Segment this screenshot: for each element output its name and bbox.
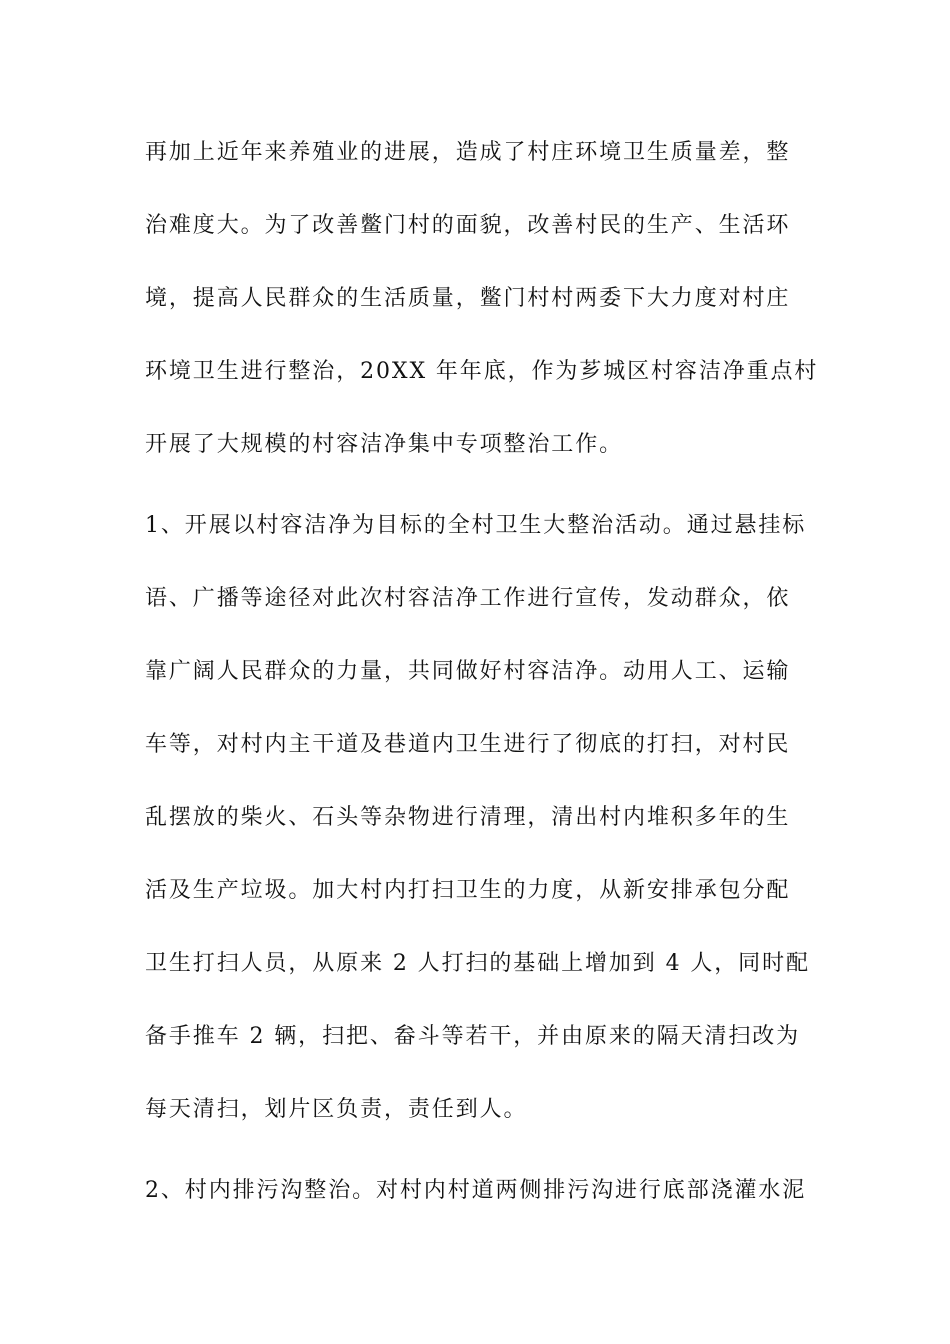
text-line-9: 车等，对村内主干道及巷道内卫生进行了彻底的打扫，对村民: [145, 732, 791, 757]
text-line-1: 再加上近年来养殖业的进展，造成了村庄环境卫生质量差，整: [145, 140, 791, 165]
text-line-8: 靠广阔人民群众的力量，共同做好村容洁净。动用人工、运输: [145, 659, 791, 684]
text-line-3: 境，提高人民群众的生活质量，鳖门村村两委下大力度对村庄: [145, 286, 791, 311]
text-line-6: 1、开展以村容洁净为目标的全村卫生大整治活动。通过悬挂标: [145, 513, 807, 538]
text-line-2: 治难度大。为了改善鳖门村的面貌，改善村民的生产、生活环: [145, 213, 791, 238]
text-line-13: 备手推车 2 辆，扫把、畚斗等若干，并由原来的隔天清扫改为: [145, 1024, 801, 1049]
text-line-14: 每天清扫，划片区负责，责任到人。: [145, 1097, 528, 1122]
text-line-4: 环境卫生进行整治，20XX 年年底，作为芗城区村容洁净重点村: [145, 359, 819, 384]
text-line-5: 开展了大规模的村容洁净集中专项整治工作。: [145, 432, 624, 457]
text-line-12: 卫生打扫人员，从原来 2 人打扫的基础上增加到 4 人，同时配: [145, 951, 810, 976]
text-line-11: 活及生产垃圾。加大村内打扫卫生的力度，从新安排承包分配: [145, 878, 791, 903]
text-line-7: 语、广播等途径对此次村容洁净工作进行宣传，发动群众，依: [145, 586, 791, 611]
text-line-15: 2、村内排污沟整治。对村内村道两侧排污沟进行底部浇灌水泥: [145, 1178, 807, 1203]
text-line-10: 乱摆放的柴火、石头等杂物进行清理，清出村内堆积多年的生: [145, 805, 791, 830]
